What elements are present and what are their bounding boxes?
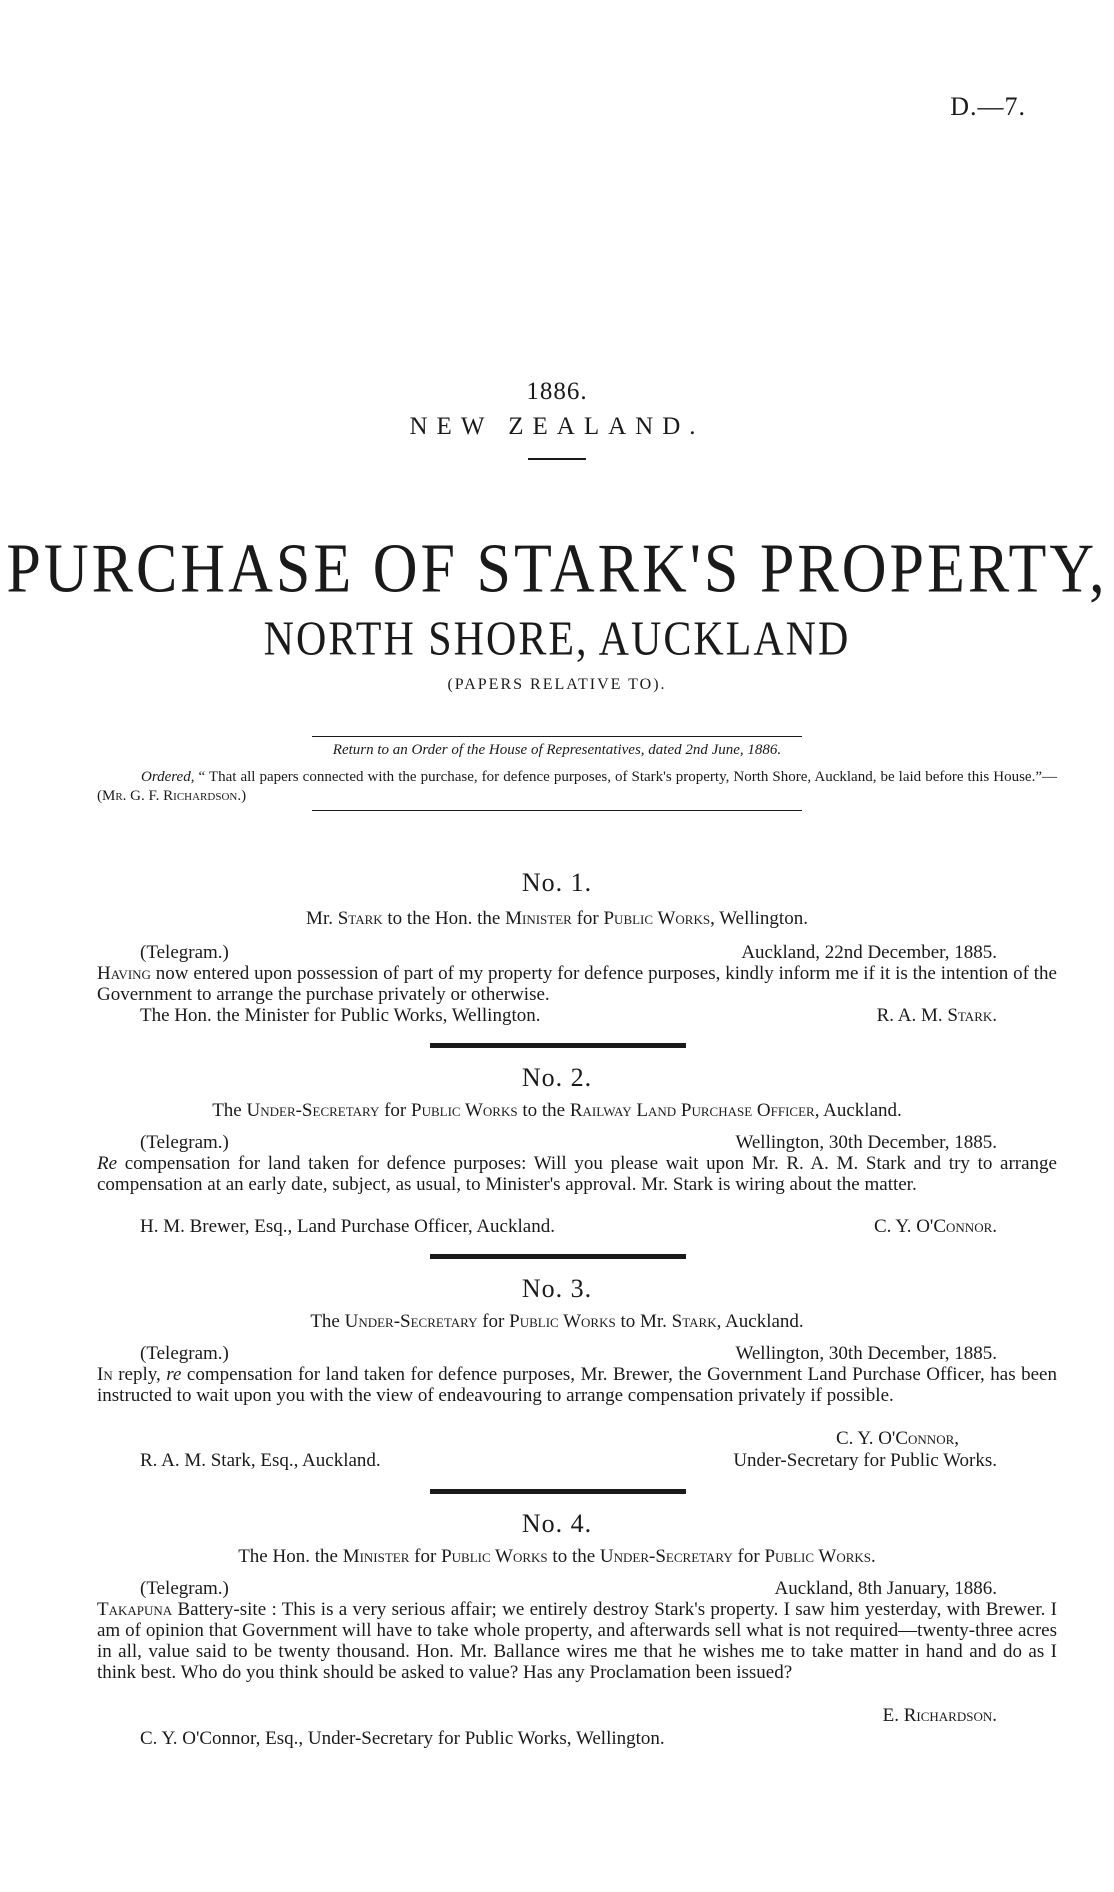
letter-3-body: In reply, re compensation for land taken for defence purposes, Mr. Brewer, the Government Land Purchase Officer, has been instructed to wait upon you with the view of endeavouring to arrange compensation privately if possible. — [97, 1364, 1057, 1406]
order-top-rule — [312, 736, 802, 737]
document-title-line2: NORTH SHORE, AUCKLAND — [263, 613, 851, 667]
letter-2-place-date: Wellington, 30th December, 1885. — [735, 1132, 997, 1153]
letter-3-signature-title: Under-Secretary for Public Works. — [733, 1450, 997, 1471]
ordered-text: “ That all papers connected with the purchase, for defence purposes, of Stark's property, North Shore, Auckland, be laid before this House.”—( — [97, 769, 1057, 804]
ordered-mover: Mr. G. F. Richardson — [102, 788, 238, 804]
document-subtitle: (PAPERS RELATIVE TO). — [447, 676, 667, 693]
letter-1-place-date: Auckland, 22nd December, 1885. — [741, 942, 997, 963]
letter-2-kind: (Telegram.) — [140, 1132, 229, 1153]
letter-1-number: No. 1. — [521, 868, 593, 897]
letter-4-body: Takapuna Battery-site : This is a very serious affair; we entirely destroy Stark's property. I saw him yesterday, with Brewer. I am of opinion that Government will have to take whole property, and afterwards sell what is not required—twenty-three acres in all, value said to be twenty thousand. Hon. Mr. Ballance wires me that he wishes me to take matter in hand and do as I think best. Who do you think should be asked to value? Has any Proclamation been issued? — [97, 1599, 1057, 1683]
letter-divider — [430, 1489, 686, 1494]
letter-4-signature: E. Richardson. — [882, 1705, 997, 1726]
letter-4-kind: (Telegram.) — [140, 1578, 229, 1599]
letter-3-place-date: Wellington, 30th December, 1885. — [735, 1343, 997, 1364]
letter-3-number: No. 3. — [521, 1274, 593, 1303]
letter-4-heading: The Hon. the Minister for Public Works to the Under-Secretary for Public Works. — [238, 1546, 876, 1567]
letter-4-place-date: Auckland, 8th January, 1886. — [774, 1578, 997, 1599]
letter-2-heading: The Under-Secretary for Public Works to the Railway Land Purchase Officer, Auckland. — [212, 1100, 902, 1121]
letter-1-kind: (Telegram.) — [140, 942, 229, 963]
letter-divider — [430, 1043, 686, 1048]
letter-2-addressee: H. M. Brewer, Esq., Land Purchase Officer, Auckland. — [140, 1216, 555, 1237]
letter-3-heading: The Under-Secretary for Public Works to Mr. Stark, Auckland. — [310, 1311, 804, 1332]
letter-1-body: Having now entered upon possession of part of my property for defence purposes, kindly inform me if it is the intention of the Government to arrange the purchase privately or otherwise. — [97, 963, 1057, 1005]
letter-2-body: Re compensation for land taken for defence purposes: Will you please wait upon Mr. R. A. M. Stark and try to arrange compensation at an early date, subject, as usual, to Minister's approval. Mr. Stark is wiring about the matter. — [97, 1153, 1057, 1195]
return-order-line: Return to an Order of the House of Representatives, dated 2nd June, 1886. — [332, 742, 782, 758]
letter-divider — [430, 1254, 686, 1259]
letter-2-signature: C. Y. O'Connor. — [873, 1216, 997, 1237]
document-title-line1: PURCHASE OF STARK'S PROPERTY, — [6, 531, 1108, 608]
letter-1-heading: Mr. Stark to the Hon. the Minister for Public Works, Wellington. — [306, 908, 808, 929]
order-bottom-rule — [312, 810, 802, 811]
letter-3-kind: (Telegram.) — [140, 1343, 229, 1364]
header-divider — [528, 458, 586, 460]
letter-4-addressee: C. Y. O'Connor, Esq., Under-Secretary for Public Works, Wellington. — [140, 1728, 665, 1749]
letter-2-number: No. 2. — [521, 1063, 593, 1092]
ordered-label: Ordered, — [141, 769, 195, 785]
document-year: 1886. — [526, 378, 588, 405]
ordered-close: .) — [237, 788, 247, 804]
letter-1-addressee: The Hon. the Minister for Public Works, Wellington. — [140, 1005, 541, 1026]
ordered-paragraph — [97, 768, 1057, 806]
country-heading: NEW ZEALAND. — [409, 413, 705, 440]
letter-4-number: No. 4. — [521, 1509, 593, 1538]
letter-1-signature: R. A. M. Stark. — [876, 1005, 997, 1026]
page-reference: D.—7. — [950, 92, 1026, 121]
letter-3-signature: C. Y. O'Connor, — [835, 1428, 959, 1449]
letter-3-addressee: R. A. M. Stark, Esq., Auckland. — [140, 1450, 381, 1471]
